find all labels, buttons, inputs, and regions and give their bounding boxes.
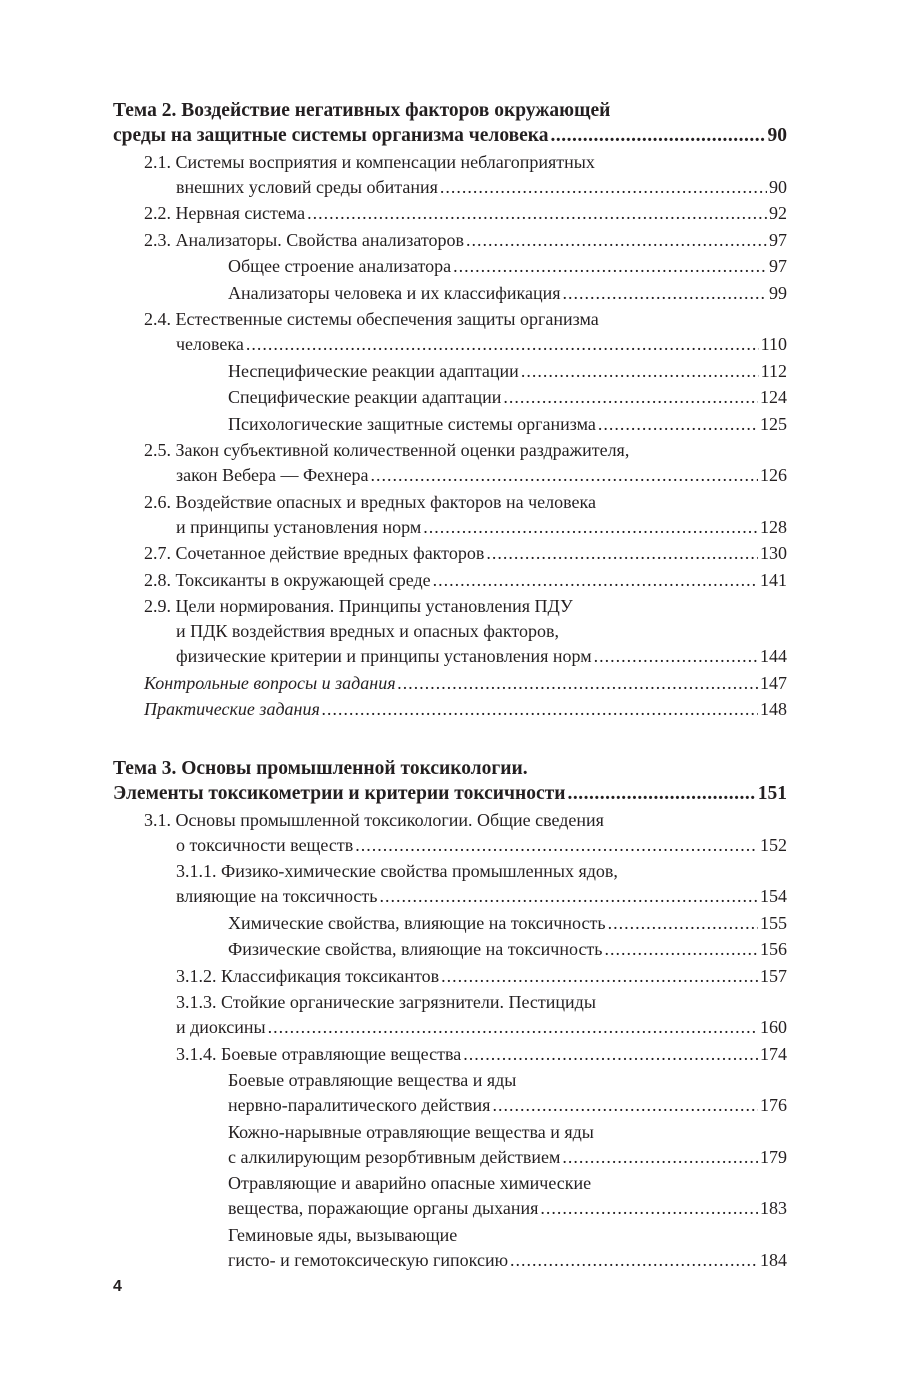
entry-text: закон Вебера — Фехнера — [176, 465, 369, 485]
page-ref: 157 — [760, 965, 787, 986]
dot-leader — [567, 781, 755, 806]
entry-line — [228, 937, 787, 962]
entry-line — [144, 307, 787, 332]
entry-text: Специфические реакции адаптации — [228, 387, 502, 407]
entry-line — [176, 964, 787, 989]
page-ref: 176 — [760, 1095, 787, 1115]
page-ref: 160 — [760, 1017, 787, 1037]
dot-leader — [441, 964, 758, 989]
dot-leader — [521, 359, 759, 384]
dot-leader — [540, 1196, 758, 1221]
toc-section — [113, 756, 787, 1273]
page-ref: 183 — [760, 1198, 787, 1218]
toc-entry — [113, 281, 787, 306]
entry-text: Неспецифические реакции адаптации — [228, 360, 519, 381]
page-ref: 97 — [769, 229, 787, 250]
toc-entry — [113, 385, 787, 410]
toc-entry — [113, 1223, 787, 1273]
entry-text: Физические свойства, влияющие на токсичность — [228, 939, 603, 959]
entry-line — [144, 833, 787, 858]
entry-text: влияющие на токсичность — [176, 886, 378, 906]
toc-entry — [113, 438, 787, 488]
page-ref: 148 — [760, 699, 787, 719]
entry-line — [144, 438, 787, 463]
entry-line — [228, 1171, 787, 1196]
dot-leader — [355, 833, 758, 858]
entry-line — [113, 98, 787, 123]
page-ref: 97 — [769, 256, 787, 276]
page-ref: 92 — [769, 203, 787, 223]
page-ref: 174 — [760, 1043, 787, 1064]
entry-text: 3.1.3. Стойкие органические загрязнители. Пестициды — [176, 992, 596, 1012]
toc-entry — [113, 937, 787, 962]
table-of-contents — [113, 98, 787, 1307]
toc-entry — [113, 150, 787, 200]
toc-entry — [113, 1171, 787, 1221]
entry-line — [144, 201, 787, 226]
entry-text: Кожно-нарывные отравляющие вещества и яды — [228, 1121, 594, 1142]
page-ref: 147 — [760, 672, 787, 693]
entry-line — [228, 412, 787, 437]
entry-line — [176, 859, 787, 884]
entry-text: 2.9. Цели нормирования. Принципы установления ПДУ — [144, 596, 573, 616]
entry-text: гисто- и гемотоксическую гипоксию — [228, 1249, 509, 1270]
entry-text: Элементы токсикометрии и критерии токсичности — [113, 783, 566, 804]
dot-leader — [562, 1145, 758, 1170]
entry-text: с алкилирующим резорбтивным действием — [228, 1146, 561, 1167]
entry-text: Отравляющие и аварийно опасные химические — [228, 1173, 592, 1193]
entry-text: среды на защитные системы организма человека — [113, 125, 549, 146]
dot-leader — [268, 1015, 758, 1040]
entry-line — [144, 697, 787, 722]
entry-line — [228, 281, 787, 306]
toc-entry — [113, 1042, 787, 1067]
entry-text: 2.1. Системы восприятия и компенсации неблагоприятных — [144, 151, 595, 172]
page-ref: 99 — [769, 282, 787, 303]
entry-text: 2.2. Нервная система — [144, 203, 306, 223]
toc-entry — [113, 490, 787, 540]
entry-line — [228, 1223, 787, 1248]
entry-text: Общее строение анализатора — [228, 256, 452, 276]
entry-text: 2.5. Закон субъективной количественной оценки раздражителя, — [144, 440, 630, 460]
entry-line — [113, 756, 787, 781]
entry-line — [228, 1196, 787, 1221]
entry-text: 3.1.2. Классификация токсикантов — [176, 965, 440, 986]
page-ref: 151 — [757, 783, 787, 804]
entry-text: 2.7. Сочетанное действие вредных факторов — [144, 543, 485, 563]
toc-entry — [113, 307, 787, 357]
entry-text: Химические свойства, влияющие на токсичность — [228, 912, 606, 933]
entry-text: Практические задания — [144, 699, 320, 719]
page-ref: 128 — [760, 516, 787, 537]
page-number: 4 — [113, 1278, 122, 1295]
toc-section — [113, 98, 787, 722]
toc-entry — [113, 1068, 787, 1118]
dot-leader — [466, 228, 767, 253]
entry-line — [144, 671, 787, 696]
toc-entry — [113, 697, 787, 722]
entry-line — [144, 619, 787, 644]
entry-text: Тема 3. Основы промышленной токсикологии. — [113, 758, 528, 779]
dot-leader — [379, 884, 758, 909]
dot-leader — [594, 644, 758, 669]
toc-entry — [113, 228, 787, 253]
entry-text: 3.1.1. Физико-химические свойства промышленных ядов, — [176, 861, 618, 881]
entry-text: человека — [176, 334, 244, 354]
entry-line — [228, 385, 787, 410]
entry-line — [144, 490, 787, 515]
page-ref: 124 — [760, 387, 787, 407]
entry-text: Тема 2. Воздействие негативных факторов окружающей — [113, 100, 611, 121]
entry-text: физические критерии и принципы установления норм — [176, 646, 592, 666]
page-ref: 126 — [760, 465, 787, 485]
toc-entry — [113, 671, 787, 696]
page-ref: 130 — [760, 543, 787, 563]
entry-text: 2.4. Естественные системы обеспечения защиты организма — [144, 309, 599, 329]
page-ref: 184 — [760, 1249, 787, 1270]
dot-leader — [463, 1042, 758, 1067]
toc-entry — [113, 911, 787, 936]
entry-line — [176, 884, 787, 909]
toc-entry — [113, 859, 787, 909]
entry-text: нервно-паралитического действия — [228, 1095, 491, 1115]
toc-entry — [113, 1120, 787, 1170]
entry-text: о токсичности веществ — [176, 834, 354, 855]
toc-entry — [113, 359, 787, 384]
page-ref: 179 — [760, 1146, 787, 1167]
entry-text: Психологические защитные системы организма — [228, 413, 596, 434]
entry-line — [176, 990, 787, 1015]
dot-leader — [322, 697, 758, 722]
toc-entry — [113, 541, 787, 566]
dot-leader — [605, 937, 758, 962]
entry-line — [144, 568, 787, 593]
dot-leader — [398, 671, 758, 696]
entry-line — [144, 228, 787, 253]
dot-leader — [440, 175, 767, 200]
dot-leader — [433, 568, 758, 593]
dot-leader — [550, 123, 765, 148]
toc-entry — [113, 964, 787, 989]
entry-text: 2.6. Воздействие опасных и вредных факторов на человека — [144, 491, 596, 512]
entry-text: Боевые отравляющие вещества и яды — [228, 1070, 517, 1090]
page-ref: 154 — [760, 886, 787, 906]
toc-entry — [113, 808, 787, 858]
dot-leader — [598, 412, 758, 437]
dot-leader — [608, 911, 758, 936]
entry-line — [144, 463, 787, 488]
page-ref: 90 — [769, 176, 787, 197]
entry-text: внешних условий среды обитания — [176, 176, 438, 197]
entry-line — [176, 1042, 787, 1067]
dot-leader — [486, 541, 758, 566]
entry-text: 3.1.4. Боевые отравляющие вещества — [176, 1043, 462, 1064]
entry-line — [228, 359, 787, 384]
entry-line — [228, 911, 787, 936]
entry-text: Контрольные вопросы и задания — [144, 672, 396, 693]
entry-text: Анализаторы человека и их классификация — [228, 282, 561, 303]
entry-text: и диоксины — [176, 1017, 266, 1037]
page-ref: 155 — [760, 912, 787, 933]
entry-line — [144, 541, 787, 566]
toc-entry — [113, 201, 787, 226]
toc-entry — [113, 254, 787, 279]
entry-text: и принципы установления норм — [176, 516, 422, 537]
page-ref: 144 — [760, 646, 787, 666]
page-ref: 152 — [760, 834, 787, 855]
dot-leader — [492, 1093, 758, 1118]
entry-text: 2.8. Токсиканты в окружающей среде — [144, 569, 431, 590]
entry-text: Геминовые яды, вызывающие — [228, 1224, 458, 1245]
page-ref: 90 — [767, 125, 787, 146]
page-ref: 125 — [760, 413, 787, 434]
dot-leader — [307, 201, 767, 226]
entry-line — [144, 175, 787, 200]
dot-leader — [503, 385, 758, 410]
entry-line — [144, 332, 787, 357]
entry-text: 2.3. Анализаторы. Свойства анализаторов — [144, 229, 465, 250]
entry-line — [144, 808, 787, 833]
toc-entry — [113, 594, 787, 669]
page-ref: 156 — [760, 939, 787, 959]
dot-leader — [510, 1248, 758, 1273]
dot-leader — [246, 332, 759, 357]
entry-line — [144, 515, 787, 540]
entry-line — [228, 1248, 787, 1273]
entry-line — [228, 1120, 787, 1145]
entry-line — [144, 644, 787, 669]
toc-entry — [113, 568, 787, 593]
page-ref: 141 — [760, 569, 787, 590]
entry-line — [176, 1015, 787, 1040]
page-ref: 112 — [760, 360, 787, 381]
entry-line — [228, 1068, 787, 1093]
dot-leader — [371, 463, 758, 488]
entry-text: и ПДК воздействия вредных и опасных факторов, — [176, 621, 560, 641]
entry-text: 3.1. Основы промышленной токсикологии. Общие сведения — [144, 809, 604, 830]
entry-line — [144, 594, 787, 619]
entry-line — [228, 1093, 787, 1118]
entry-text: вещества, поражающие органы дыхания — [228, 1198, 539, 1218]
dot-leader — [423, 515, 758, 540]
entry-line — [113, 781, 787, 806]
toc-entry — [113, 412, 787, 437]
entry-line — [228, 1145, 787, 1170]
section-heading — [113, 98, 787, 148]
toc-entry — [113, 990, 787, 1040]
dot-leader — [563, 281, 767, 306]
entry-line — [228, 254, 787, 279]
section-heading — [113, 756, 787, 806]
entry-line — [113, 123, 787, 148]
page-ref: 110 — [760, 334, 787, 354]
dot-leader — [453, 254, 767, 279]
entry-line — [144, 150, 787, 175]
